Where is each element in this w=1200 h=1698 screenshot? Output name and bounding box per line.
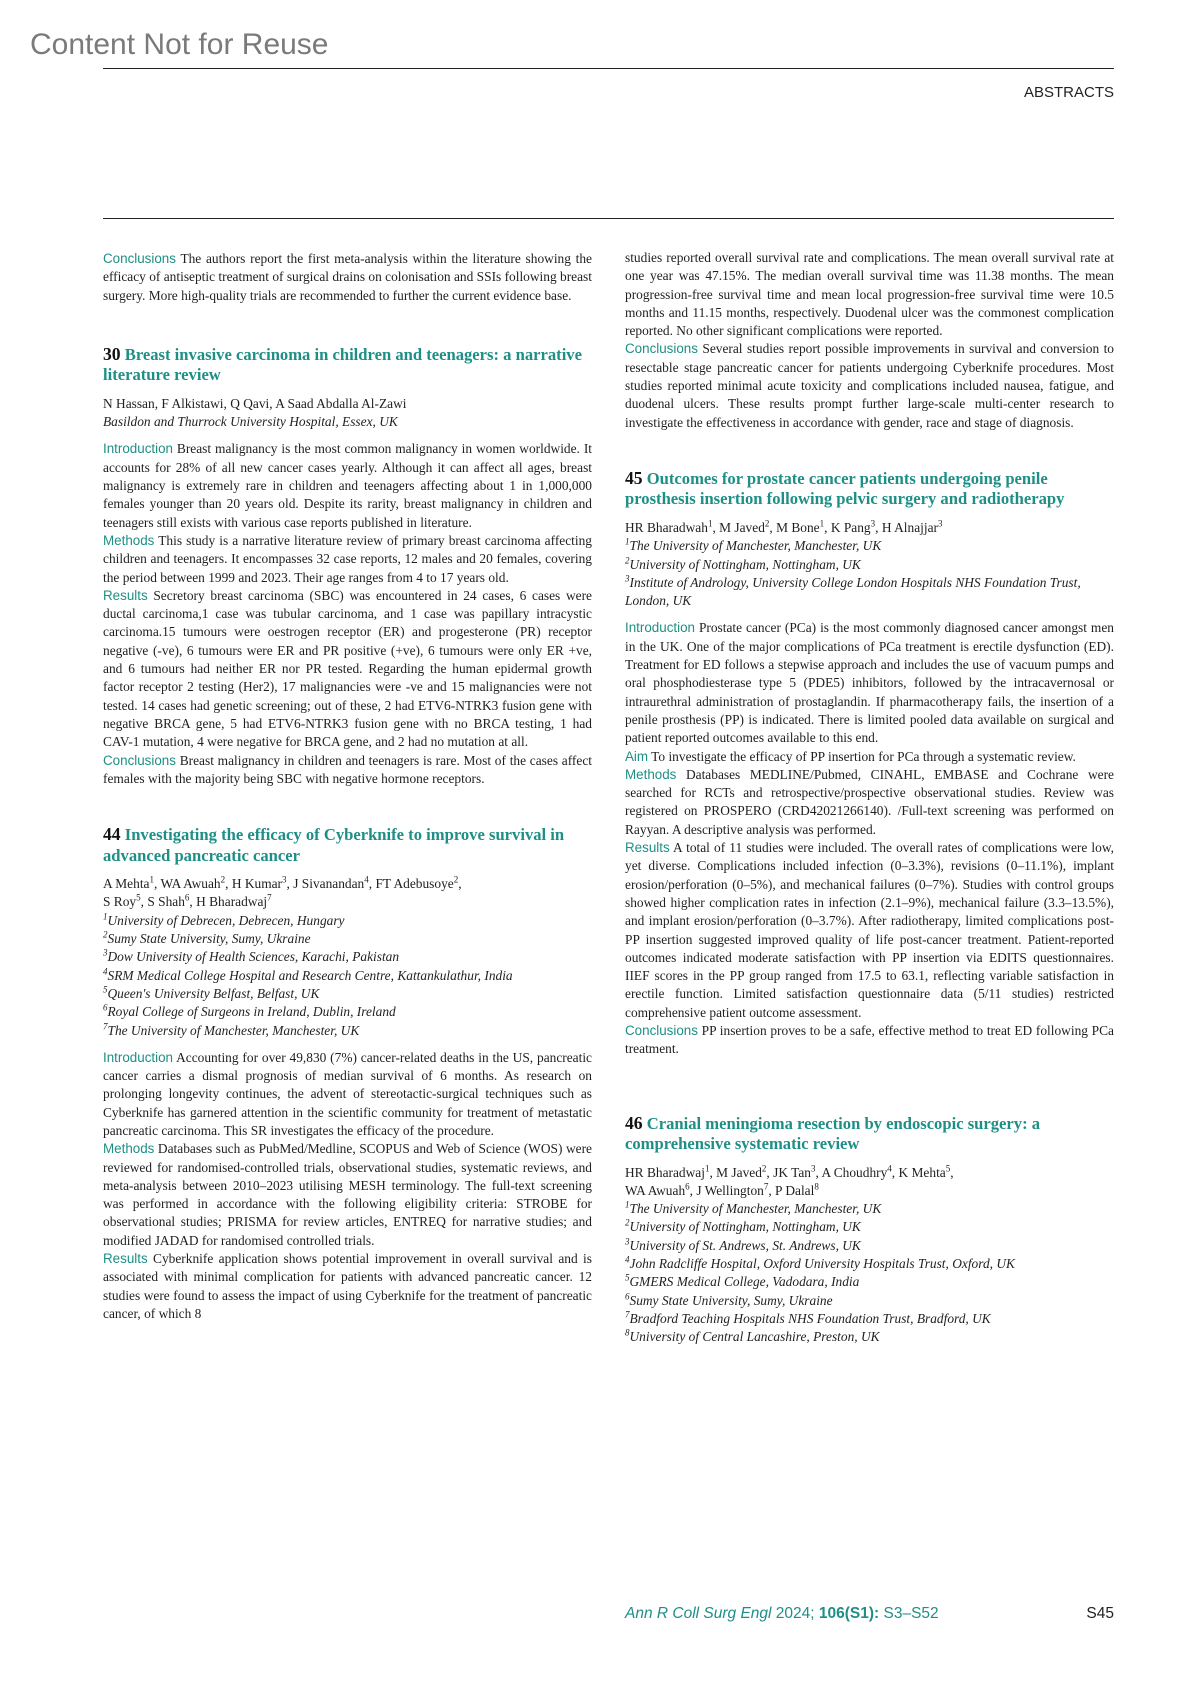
abstract-title [103,824,592,866]
top-rule [103,68,1114,69]
section-heading: Methods [103,1141,155,1157]
abstract-title-text: Outcomes for prostate cancer patients undergoing penile prosthesis insertion following pelvic surgery and radiotherapy [625,468,1065,509]
section-tag: ABSTRACTS [1023,84,1114,101]
left-column [103,250,592,1323]
abstract-title-text: Investigating the efficacy of Cyberknife to improve survival in advanced pancreatic cancer [103,825,565,865]
section-heading: Introduction [103,1049,173,1065]
affiliation: $^2$University of Nottingham, Nottingham, UK [625,555,861,572]
affiliation: $^6$Sumy State University, Sumy, Ukraine [625,1291,833,1308]
results-continued: studies reported overall survival rate and complications. The mean overall survival rate at one year was 47.15%. The median overall survival time was 11.38 months. The mean progression-free survival time and mean local progression-free survival time were 10.5 months and 11.15 months, respectively. Duodenal ulcer was the commonest complication reported. No other significant complications were reported. [625,250,1114,339]
section-heading: Results [625,840,670,856]
methods [103,532,592,587]
results [103,587,592,752]
results [625,839,1114,1022]
aim [625,748,1114,766]
section-text: Secretory breast carcinoma (SBC) was encountered in 24 cases, 6 cases were ductal carcinoma,1 case was tubular carcinoma, and 1 case was papillary intracystic carcinoma.15 tumours were oestrogen receptor (ER) and progesterone (PR) receptor negative (-ve), 6 tumours were ER and PR positive (+ve), 6 tumours were only ER +ve, and 6 tumours had neither ER nor PR tested. Regarding the human epidermal growth factor receptor 2 testing (Her2), 17 malignancies were -ve and 15 malignancies were not tested. 14 cases had genetic screening; out of these, 2 had ETV6-NTRK3 fusion gene with negative BRCA gene, 5 had ETV6-NTRK3 fusion gene with no BRCA testing, 1 had CAV-1 mutation, 4 were negative for BRCA gene, and 2 had no mutation at all. [103,587,592,750]
affiliation: $^8$University of Central Lancashire, Preston, UK [625,1327,880,1345]
abstract-title [625,468,1114,510]
affiliation: $^3$Institute of Andrology, University College London Hospitals NHS Foundation Trust, London, UK [625,573,1081,609]
section-heading: Conclusions [625,341,698,357]
journal-citation [625,1605,939,1623]
section-heading: Methods [103,532,155,548]
journal-year: 2024; [775,1605,815,1622]
section-text: Prostate cancer (PCa) is the most commonly diagnosed cancer amongst men in the UK. One of the major complications of PCa treatment is erectile dysfunction (ED). Treatment for ED follows a stepwise approach and includes the use of vacuum pumps and oral phosphodiesterase type 5 (PDE5) inhibitors, followed by the intracavernosal or intraurethral administration of prostaglandin. If pharmacotherapy fails, the insertion of a penile prosthesis (PP) is indicated. There is limited pooled data available on surgical and patient reported outcomes available to this end. [625,620,1114,746]
authors: A Mehta$^1$, WA Awuah$^2$, H Kumar$^3$, J Sivanandan$^4$, FT Adebusoye$^2$, S Roy$^5$, S Shah$^6$, H Bharadwaj$^7$ [103,874,462,910]
affiliation: $^3$University of St. Andrews, St. Andrews, UK [625,1236,861,1253]
abstract-number: 44 [103,824,121,845]
watermark: Content Not for Reuse [30,28,329,61]
section-heading: Aim [625,748,649,764]
abstract-44 [103,824,592,1323]
affiliation: $^2$University of Nottingham, Nottingham, UK [625,1218,861,1235]
affiliation: $^7$Bradford Teaching Hospitals NHS Foundation Trust, Bradford, UK [625,1309,991,1326]
journal-pages: S3–S52 [883,1605,939,1622]
conclusions [625,1022,1114,1059]
section-heading: Conclusions [103,752,176,768]
affiliation: $^5$GMERS Medical College, Vadodara, India [625,1272,860,1290]
section-heading: Conclusions [103,251,176,266]
abstract-46 [625,1113,1114,1347]
abstract-title [103,344,592,386]
section-text: This study is a narrative literature review of primary breast carcinoma affecting children and teenagers. It encompasses 32 case reports, 12 males and 20 females, covering the period between 1999 and 2023. Their age ranges from 4 to 17 years old. [103,532,593,585]
results [103,1250,592,1323]
abstract-title-text: Breast invasive carcinoma in children and teenagers: a narrative literature review [103,344,582,385]
section-heading: Results [103,1251,148,1267]
conclusions [103,752,592,789]
affiliation: Basildon and Thurrock University Hospital, Essex, UK [103,414,398,430]
abstract-number: 45 [625,467,643,488]
affiliation: $^4$SRM Medical College Hospital and Research Centre, Kattankulathur, India [103,966,513,983]
section-text: A total of 11 studies were included. The overall rates of complications were low, yet diverse. Complications included infection (0–3.3%), revisions (0–11.1%), implant erosion/perforation (0–5%), and mechanical failures (0–7%). Studies with control groups showed higher complication rates in infection (2.1–9%), mechanical failure (3.3–13.5%), and implant erosion/perforation (0–3.7%). After radiotherapy, limited complications post-PP insertion suggested improved quality of life post-cancer treatment. Patient-reported outcomes indicated moderate satisfaction with PP insertion via EDITS questionnaires. IIEF scores in the PP group ranged from 17.5 to 63.1, reflecting variable satisfaction in erectile function. Limited satisfaction questionnaire data (5/11 studies) restricted comprehensive patient outcome assessment. [625,840,1114,1020]
affiliation: $^5$Queen's University Belfast, Belfast, UK [103,984,320,1001]
section-heading: Introduction [103,441,173,457]
introduction [625,619,1114,747]
authors: HR Bharadwaj$^1$, M Javed$^2$, JK Tan$^3$, A Choudhry$^4$, K Mehta$^5$, WA Awuah$^6$, J Wellington$^7$, P Dalal$^8$ [625,1163,954,1198]
page-number: S45 [1086,1605,1114,1622]
section-heading: Introduction [625,620,695,636]
section-text: The authors report the first meta-analysis within the literature showing the efficacy of antiseptic treatment of surgical drains on colonisation and SSIs following breast surgery. More high-quality trials are recommended to further the current evidence base. [103,251,593,303]
authors: HR Bharadwah$^1$, M Javed$^2$, M Bone$^1$, K Pang$^3$, H Alnajjar$^3$ [625,518,943,535]
right-column [625,249,1114,1347]
abstract-45 [625,468,1114,1059]
content-rule [103,218,1114,219]
methods [103,1140,592,1250]
methods [625,766,1114,839]
journal-volume: 106(S1): [818,1605,880,1622]
affiliation: $^3$Dow University of Health Sciences, Karachi, Pakistan [103,947,400,965]
affiliation: $^7$The University of Manchester, Manchester, UK [103,1021,360,1038]
section-text: Accounting for over 49,830 (7%) cancer-related deaths in the US, pancreatic cancer carries a dismal prognosis of median survival of 6 months. As research on prolonging longevity continues, the advent of stereotactic-surgical techniques such as Cyberknife has garnered attention in the scientific community for treatment of metastatic pancreatic carcinoma. This SR investigates the efficacy of the procedure. [103,1049,593,1138]
abstract-title [625,1113,1114,1155]
affiliation: $^6$Royal College of Surgeons in Ireland, Dublin, Ireland [103,1002,396,1020]
introduction [103,440,592,531]
journal-name: Ann R Coll Surg Engl [625,1605,772,1622]
section-text: Several studies report possible improvements in survival and conversion to resectable stage pancreatic cancer for patients undergoing Cyberknife procedures. Most studies reported minimal acute toxicity and complications included nausea, fatigue, and duodenal ulcers. These results prompt further large-scale multi-center research to investigate the effectiveness in accordance with gender, race and stage of diagnosis. [625,341,1114,430]
abstract-30 [103,344,592,788]
section-text: Databases such as PubMed/Medline, SCOPUS and Web of Science (WOS) were reviewed for randomised-controlled trials, observational studies, systematic reviews, and meta-analysis between 2010–2023 utilising MESH terminology. The full-text screening was performed in accordance with the following eligibility criteria: STROBE for observational studies; PRISMA for review articles, ENTREQ for narrative studies; and modified JADAD for randomised controlled trials. [103,1141,592,1248]
section-text: To investigate the efficacy of PP insertion for PCa through a systematic review. [651,748,1076,764]
conclusions [625,340,1114,431]
affiliation: $^2$Sumy State University, Sumy, Ukraine [103,929,311,947]
section-heading: Conclusions [625,1022,698,1038]
section-text: Cyberknife application shows potential improvement in overall survival and is associated with minimal complication for patients with advanced pancreatic cancer. 12 studies were found to assess the impact of using Cyberknife for the treatment of pancreatic cancer, of which 8 [103,1251,592,1321]
section-text: Breast malignancy in children and teenagers is rare. Most of the cases affect females with the majority being SBC with negative hormone receptors. [103,752,592,786]
authors: N Hassan, F Alkistawi, Q Qavi, A Saad Abdalla Al-Zawi [103,395,407,411]
section-heading: Results [103,587,148,603]
prev-conclusions [103,250,592,305]
introduction [103,1049,592,1140]
section-text: PP insertion proves to be a safe, effective method to treat ED following PCa treatment. [625,1022,1114,1057]
section-text: Databases MEDLINE/Pubmed, CINAHL, EMBASE and Cochrane were searched for RCTs and retrospective/prospective observational studies. Review was registered on PROSPERO (CRD42021266140). /Full-text screening was performed on Rayyan. A descriptive analysis was performed. [625,766,1114,837]
section-text: Breast malignancy is the most common malignancy in women worldwide. It accounts for 28% of all new cancer cases yearly. Although it can affect all ages, breast malignancy is extremely rare in children and teenagers affecting about 1 in 1,000,000 females younger than 20 years old. Despite its rarity, breast malignancy in children and teenagers still exists with various case reports published in literature. [103,441,592,530]
abstract-number: 46 [625,1112,643,1133]
affiliation: $^1$University of Debrecen, Debrecen, Hungary [103,911,345,928]
abstract-number: 30 [103,343,121,364]
abstract-title-text: Cranial meningioma resection by endoscopic surgery: a comprehensive systematic review [625,1113,1041,1154]
affiliation: $^4$John Radcliffe Hospital, Oxford University Hospitals Trust, Oxford, UK [625,1254,1015,1272]
affiliation: $^1$The University of Manchester, Manchester, UK [625,1199,882,1217]
affiliation: $^1$The University of Manchester, Manchester, UK [625,536,882,554]
section-heading: Methods [625,766,677,782]
